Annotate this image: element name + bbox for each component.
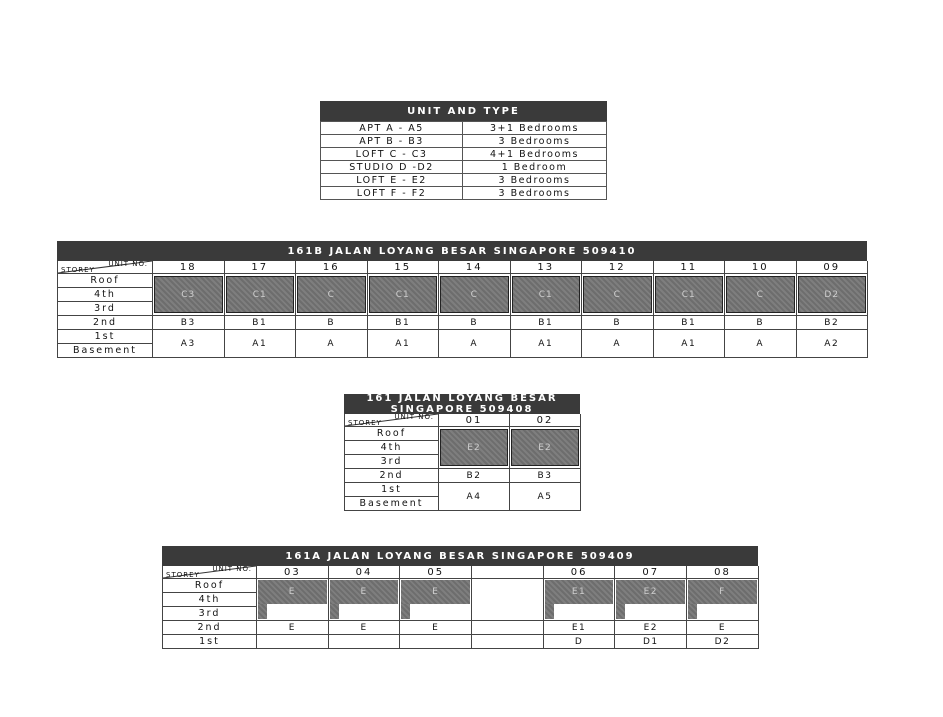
second-floor-unit: E xyxy=(687,621,759,635)
first-floor-unit: A4 xyxy=(439,483,510,511)
loft-unit-cell xyxy=(328,579,400,621)
loft-unit-cell xyxy=(367,274,439,316)
loft-unit-stair xyxy=(330,604,339,619)
storey-label-first: 1st xyxy=(345,483,439,497)
storey-label-fourth: 4th xyxy=(58,288,153,302)
loft-unit-cell xyxy=(510,427,581,469)
unit-number: 14 xyxy=(439,261,511,274)
unit-number-row xyxy=(58,261,868,274)
storey-row-first xyxy=(345,483,581,497)
legend-unit-code: LOFT C - C3 xyxy=(321,148,463,161)
unit-number: 11 xyxy=(653,261,725,274)
block-161a-title: 161A JALAN LOYANG BESAR SINGAPORE 509409 xyxy=(162,546,758,566)
storey-label: STOREY xyxy=(348,419,382,427)
legend-unit-code: STUDIO D -D2 xyxy=(321,161,463,174)
storey-row-second xyxy=(345,469,581,483)
loft-unit-label: C1 xyxy=(369,276,438,313)
loft-unit-label: E2 xyxy=(616,580,685,604)
loft-unit-label: E xyxy=(401,580,470,604)
loft-unit-label: C1 xyxy=(655,276,724,313)
second-floor-unit: B2 xyxy=(796,316,868,330)
loft-unit-cell xyxy=(439,274,511,316)
storey-label-fourth: 4th xyxy=(345,441,439,455)
storey-label-first: 1st xyxy=(163,635,257,649)
unit-number: 18 xyxy=(153,261,225,274)
loft-unit-cell xyxy=(615,579,687,621)
loft-unit-label: E1 xyxy=(545,580,614,604)
unit-number: 01 xyxy=(439,414,510,427)
second-floor-unit: E xyxy=(328,621,400,635)
second-floor-unit: B xyxy=(582,316,654,330)
legend-row xyxy=(321,148,607,161)
unit-number: 05 xyxy=(400,566,472,579)
loft-unit-stair xyxy=(258,604,267,619)
first-floor-unit: D2 xyxy=(687,635,759,649)
unit-no-label: UNIT NO. xyxy=(394,413,434,421)
loft-unit-label: C xyxy=(726,276,795,313)
first-floor-unit: A1 xyxy=(653,330,725,358)
loft-unit-label: E2 xyxy=(440,429,508,466)
loft-unit-block xyxy=(258,580,327,619)
legend-unit-type: 3 Bedrooms xyxy=(463,135,607,148)
unit-number: 02 xyxy=(510,414,581,427)
block-161-title-line1: 161 JALAN LOYANG BESAR xyxy=(366,393,558,404)
storey-row-first xyxy=(58,330,868,344)
second-floor-unit: B xyxy=(296,316,368,330)
second-floor-unit: B xyxy=(725,316,797,330)
first-floor-unit: D1 xyxy=(615,635,687,649)
loft-unit-block xyxy=(545,580,614,619)
storey-label-roof: Roof xyxy=(345,427,439,441)
unit-storey-header xyxy=(345,414,439,427)
storey-label: STOREY xyxy=(166,571,200,579)
loft-unit-block xyxy=(616,580,685,619)
loft-unit-cell xyxy=(510,274,582,316)
first-floor-unit: A3 xyxy=(153,330,225,358)
storey-row-roof xyxy=(345,427,581,441)
storey-label-third: 3rd xyxy=(163,607,257,621)
unit-number: 09 xyxy=(796,261,868,274)
loft-unit-cell xyxy=(582,274,654,316)
legend-unit-type: 3+1 Bedrooms xyxy=(463,122,607,135)
legend-unit-type: 1 Bedroom xyxy=(463,161,607,174)
unit-number: 04 xyxy=(328,566,400,579)
second-floor-unit: E xyxy=(400,621,472,635)
unit-no-label: UNIT NO. xyxy=(108,260,148,268)
second-floor-unit: B1 xyxy=(653,316,725,330)
unit-number: 17 xyxy=(224,261,296,274)
loft-unit-label: C xyxy=(440,276,509,313)
first-floor-unit: A xyxy=(725,330,797,358)
storey-label-basement: Basement xyxy=(58,344,153,358)
unit-number: 08 xyxy=(687,566,759,579)
storey-row-first xyxy=(163,635,759,649)
unit-number-row xyxy=(163,566,759,579)
unit-storey-header xyxy=(163,566,257,579)
loft-unit-label: C xyxy=(297,276,366,313)
first-floor-unit: A1 xyxy=(224,330,296,358)
first-floor-unit: D xyxy=(543,635,615,649)
storey-row-second xyxy=(58,316,868,330)
unit-number: 12 xyxy=(582,261,654,274)
loft-unit-label: C1 xyxy=(512,276,581,313)
loft-unit-label: D2 xyxy=(798,276,867,313)
storey-label-third: 3rd xyxy=(345,455,439,469)
unit-number xyxy=(472,566,544,579)
loft-unit-label: C xyxy=(583,276,652,313)
legend-unit-type: 3 Bedrooms xyxy=(463,187,607,200)
first-floor-unit xyxy=(472,635,544,649)
loft-unit-stair xyxy=(401,604,410,619)
storey-label-second: 2nd xyxy=(58,316,153,330)
loft-unit-cell xyxy=(257,579,329,621)
unit-number: 06 xyxy=(543,566,615,579)
loft-unit-stair xyxy=(688,604,697,619)
loft-unit-label: C3 xyxy=(154,276,223,313)
storey-label-second: 2nd xyxy=(163,621,257,635)
loft-unit-cell xyxy=(296,274,368,316)
storey-label: STOREY xyxy=(61,266,95,274)
second-floor-unit: E xyxy=(257,621,329,635)
second-floor-unit: B2 xyxy=(439,469,510,483)
loft-unit-label: E xyxy=(258,580,327,604)
loft-unit-label: C1 xyxy=(226,276,295,313)
storey-label-first: 1st xyxy=(58,330,153,344)
block-161a-grid xyxy=(162,566,759,649)
storey-row-second xyxy=(163,621,759,635)
unit-number: 10 xyxy=(725,261,797,274)
unit-number-row xyxy=(345,414,581,427)
loft-unit-stair xyxy=(616,604,625,619)
legend-unit-type: 3 Bedrooms xyxy=(463,174,607,187)
loft-unit-cell xyxy=(687,579,759,621)
first-floor-unit: A1 xyxy=(367,330,439,358)
legend-unit-code: LOFT F - F2 xyxy=(321,187,463,200)
legend-title: UNIT AND TYPE xyxy=(320,101,607,121)
block-161-title-line2: SINGAPORE 509408 xyxy=(390,404,534,415)
second-floor-unit: E2 xyxy=(615,621,687,635)
second-floor-unit: B3 xyxy=(153,316,225,330)
first-floor-unit: A xyxy=(582,330,654,358)
loft-unit-block xyxy=(330,580,399,619)
loft-unit-cell xyxy=(653,274,725,316)
legend-row xyxy=(321,174,607,187)
block-161b-title: 161B JALAN LOYANG BESAR SINGAPORE 509410 xyxy=(57,241,867,261)
legend-row xyxy=(321,122,607,135)
first-floor-unit: A5 xyxy=(510,483,581,511)
second-floor-unit: B1 xyxy=(510,316,582,330)
loft-unit-cell xyxy=(153,274,225,316)
first-floor-unit xyxy=(328,635,400,649)
loft-unit-cell xyxy=(224,274,296,316)
legend-row xyxy=(321,161,607,174)
first-floor-unit: A2 xyxy=(796,330,868,358)
storey-row-roof xyxy=(58,274,868,288)
loft-unit-label: E2 xyxy=(511,429,579,466)
legend-unit-type: 4+1 Bedrooms xyxy=(463,148,607,161)
loft-unit-cell xyxy=(439,427,510,469)
unit-number: 16 xyxy=(296,261,368,274)
legend-row xyxy=(321,187,607,200)
loft-unit-cell xyxy=(400,579,472,621)
unit-no-label: UNIT NO. xyxy=(212,565,252,573)
second-floor-unit: B3 xyxy=(510,469,581,483)
second-floor-unit: B xyxy=(439,316,511,330)
legend-row xyxy=(321,135,607,148)
storey-label-second: 2nd xyxy=(345,469,439,483)
first-floor-unit: A xyxy=(439,330,511,358)
second-floor-unit: B1 xyxy=(224,316,296,330)
storey-label-roof: Roof xyxy=(58,274,153,288)
legend-unit-code: APT B - B3 xyxy=(321,135,463,148)
legend-unit-code: LOFT E - E2 xyxy=(321,174,463,187)
empty-cell xyxy=(472,579,544,621)
first-floor-unit: A1 xyxy=(510,330,582,358)
storey-label-third: 3rd xyxy=(58,302,153,316)
loft-unit-block xyxy=(688,580,757,619)
second-floor-unit: B1 xyxy=(367,316,439,330)
storey-row-roof xyxy=(163,579,759,593)
block-161b-grid xyxy=(57,261,868,358)
unit-number: 07 xyxy=(615,566,687,579)
block-161-title xyxy=(344,394,580,414)
unit-number: 13 xyxy=(510,261,582,274)
first-floor-unit: A xyxy=(296,330,368,358)
storey-label-basement: Basement xyxy=(345,497,439,511)
second-floor-unit: E1 xyxy=(543,621,615,635)
second-floor-unit xyxy=(472,621,544,635)
block-161-grid xyxy=(344,414,581,511)
loft-unit-label: F xyxy=(688,580,757,604)
loft-unit-label: E xyxy=(330,580,399,604)
unit-number: 03 xyxy=(257,566,329,579)
unit-type-legend xyxy=(320,121,607,200)
unit-number: 15 xyxy=(367,261,439,274)
loft-unit-block xyxy=(401,580,470,619)
loft-unit-cell xyxy=(796,274,868,316)
storey-label-fourth: 4th xyxy=(163,593,257,607)
loft-unit-cell xyxy=(543,579,615,621)
first-floor-unit xyxy=(400,635,472,649)
first-floor-unit xyxy=(257,635,329,649)
legend-unit-code: APT A - A5 xyxy=(321,122,463,135)
loft-unit-stair xyxy=(545,604,554,619)
unit-storey-header xyxy=(58,261,153,274)
loft-unit-cell xyxy=(725,274,797,316)
storey-label-roof: Roof xyxy=(163,579,257,593)
